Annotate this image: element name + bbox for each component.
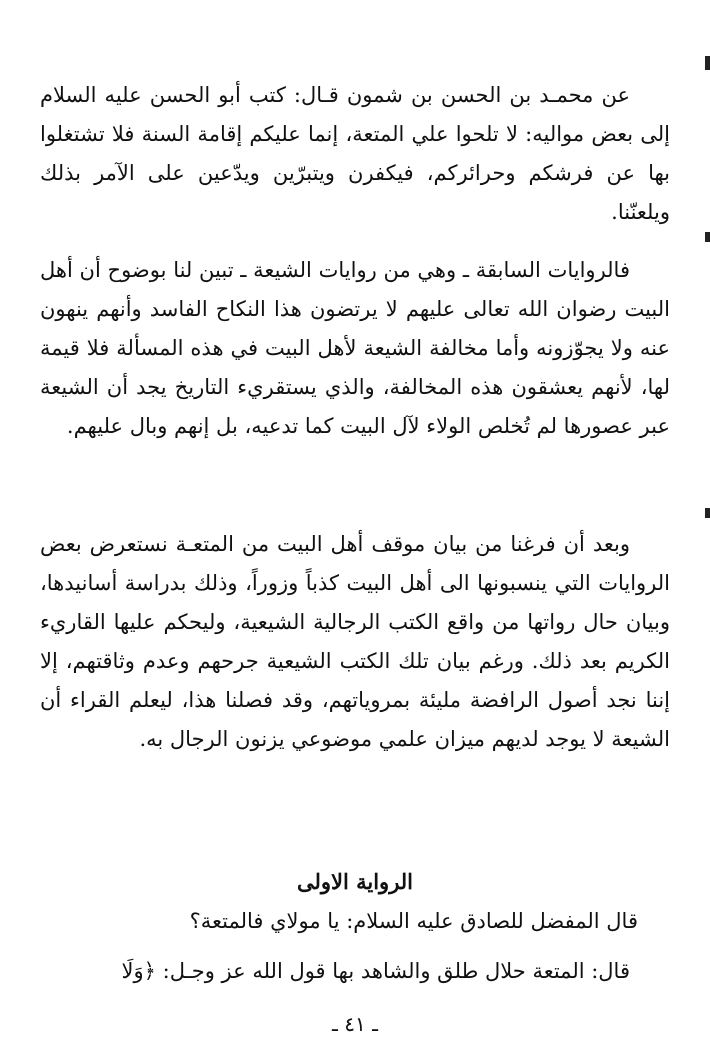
paragraph-commentary: فالروايات السابقة ـ وهي من روايات الشيعة ـ تبين لنا بوضوح أن أهل البيت رضوان الله تعالى عليهم لا يرتضون هذا النكاح الفاسد وأنهم ينهون عنه ولا يجوّزونه وأما مخالفة الشيعة لأهل البيت في هذه المسألة فلا قيمة لها، لأنهم يعشقون هذه المخالفة، والذي يستقريء التاريخ يجد أن الشيعة عبر عصورها لم تُخلص الولاء لآل البيت كما تدعيه، بل إنهم وبال عليهم. xyxy=(40,258,670,438)
page-number: ـ ٤١ ـ xyxy=(332,1012,378,1036)
paragraph-narration: عن محمـد بن الحسن بن شمون قـال: كتب أبو الحسن عليه السلام إلى بعض مواليه: لا تلحوا علي المتعة، إنما عليكم إقامة السنة فلا تشتغلوا بها عن فرشكم وحرائركم، فيكفرن ويتبرّين ويدّعين على الآمر بذلك ويلعنّنا. xyxy=(40,83,670,224)
narration-line-answer: قال: المتعة حلال طلق والشاهد بها قول الله عز وجـل: ﴿وَلَا xyxy=(121,959,630,983)
scan-edge-mark xyxy=(705,56,710,70)
paragraph-introduction: وبعد أن فرغنا من بيان موقف أهل البيت من المتعـة نستعرض بعض الروايات التي ينسبونها الى أهل البيت كذباً وزوراً، وذلك بدراسة أسانيدها، وبيان حال رواتها من واقع الكتب الرجالية الشيعية، وليحكم عليها القاريء الكريم بعد ذلك. ورغم بيان تلك الكتب الشيعية جرحهم وعدم وثاقتهم، إلا إننا نجد أصول الرافضة مليئة بمروياتهم، وقد فصلنا هذا، ليعلم القراء أن الشيعة لا يوجد لديهم ميزان علمي موضوعي يزنون الرجال به. xyxy=(40,532,670,751)
scan-edge-mark xyxy=(705,508,710,518)
scan-edge-mark xyxy=(705,232,710,242)
narration-line-question: قال المفضل للصادق عليه السلام: يا مولاي فالمتعة؟ xyxy=(189,909,638,933)
section-heading: الرواية الاولى xyxy=(296,869,414,894)
